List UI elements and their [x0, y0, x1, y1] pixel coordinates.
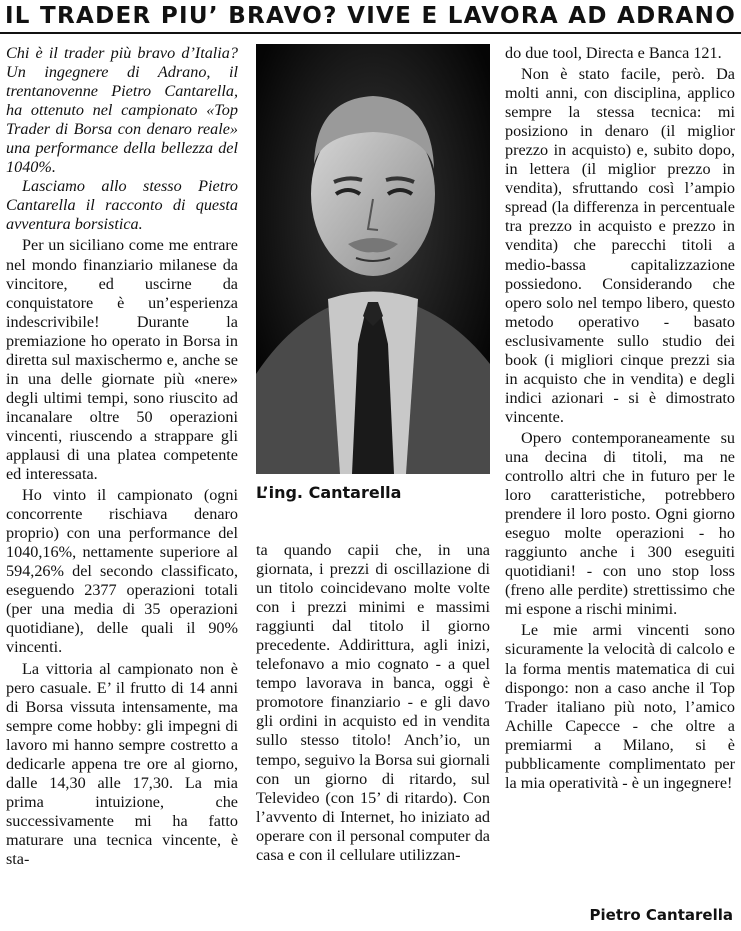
body-paragraph: Ho vinto il campionato (ogni concorrente rischiava denaro proprio) con una performance del 1040,16%, nettamente superiore al 594,26% del secondo classificato, eseguendo 2377 operazioni totali (per una media di 35 operazioni quotidiane), delle quali il 90% vincenti.: [6, 486, 238, 657]
body-paragraph: ta quando capii che, in una giornata, i prezzi di oscillazione di un titolo coincidevano molte volte con i prezzi minimi e massimi raggiunti dal titolo il giorno precedente. Addirittura, agli inizi, telefonavo a mio cognato - a quel tempo lavorava in banca, oggi è promotore finanziario - e gli davo gli ordini in acquisto ed in vendita sullo stesso titolo! Anch’io, un tempo, seguivo la Borsa sui giornali con un giorno di ritardo, sul Televideo (con 15’ di ritardo). Con l’avvento di Internet, ho iniziato ad operare con il personal computer da casa e con il cellulare utilizzan-: [256, 541, 490, 864]
body-paragraph: La vittoria al campionato non è pero casuale. E’ il frutto di 14 anni di Borsa vissuta intensamente, ma sempre come hobby: gli impegni di lavoro mi hanno sempre costretto a dedicarle appena tre ore al giorno, dalle 14,30 alle 17,30. La mia prima intuizione, che successivamente mi ha fatto maturare una tecnica vincente, è sta-: [6, 659, 238, 868]
article-column-2: [256, 541, 490, 865]
body-paragraph: Le mie armi vincenti sono sicuramente la velocità di calcolo e la forma mentis matematica di cui dispongo: non a caso anche il Top Trader italiano più noto, l’amico Achille Capecce - che oltre a premiarmi a Milano, si è pubblicamente complimentato per la mia operatività - è un ingegnere!: [505, 621, 735, 792]
intro-paragraph: Chi è il trader più bravo d’Italia? Un ingegnere di Adrano, il trentanovenne Pietro Cantarella, ha ottenuto nel campionato «Top Trader di Borsa con denaro reale» una performance della bellezza del 1040%.: [6, 44, 238, 177]
author-signature: Pietro Cantarella: [589, 906, 733, 924]
photo-caption: L’ing. Cantarella: [256, 483, 402, 502]
body-paragraph: Non è stato facile, però. Da molti anni, con disciplina, applico sempre la stessa tecnica: mi posiziono in denaro (il miglior prezzo in acquisto) e, subito dopo, in lettera (il miglior prezzo in vendita), sfruttando così l’ampio spread (la differenza in percentuale tra prezzo in acquisto e prezzo in vendita) che parecchi titoli a medio-bassa capitalizzazione possiedono. Considerando che opero solo nel tempo libero, questo metodo operativo - basato esclusivamente sullo studio dei book (i migliori cinque prezzi sia in acquisto che in vendita) e degli indici azionari - si è dimostrato vincente.: [505, 65, 735, 426]
portrait-illustration: [256, 44, 490, 474]
body-paragraph: do due tool, Directa e Banca 121.: [505, 44, 722, 62]
portrait-photo: [256, 44, 490, 474]
body-paragraph: Opero contemporaneamente su una decina di titoli, ma ne controllo altri che in futuro per le loro caratteristiche, potrebbero prendere il loro posto. Ogni giorno eseguo molte operazioni - ho raggiunto anche i 300 eseguiti quotidiani! - con uno stop loss (freno alle perdite) strettissimo che mi espone a rischi minimi.: [505, 428, 735, 619]
headline: IL TRADER PIU’ BRAVO? VIVE E LAVORA AD ADRANO: [0, 0, 741, 34]
intro-paragraph-2: Lasciamo allo stesso Pietro Cantarella il racconto di questa avventura borsistica.: [6, 177, 238, 234]
article-column-3: [505, 44, 735, 793]
body-paragraph: Per un siciliano come me entrare nel mondo finanziario milanese da vincitore, ed uscirne da conquistatore è un’esperienza indescrivibile! Durante la premiazione ho operato in Borsa in diretta sul maxischermo e, anche se in una delle giornate più «nere» degli ultimi tempi, sono riuscito ad incanalare oltre 50 operazioni vincenti, riuscendo a strappare gli applausi di una platea competente ed interessata.: [6, 236, 238, 484]
article-column-1: [6, 44, 238, 869]
